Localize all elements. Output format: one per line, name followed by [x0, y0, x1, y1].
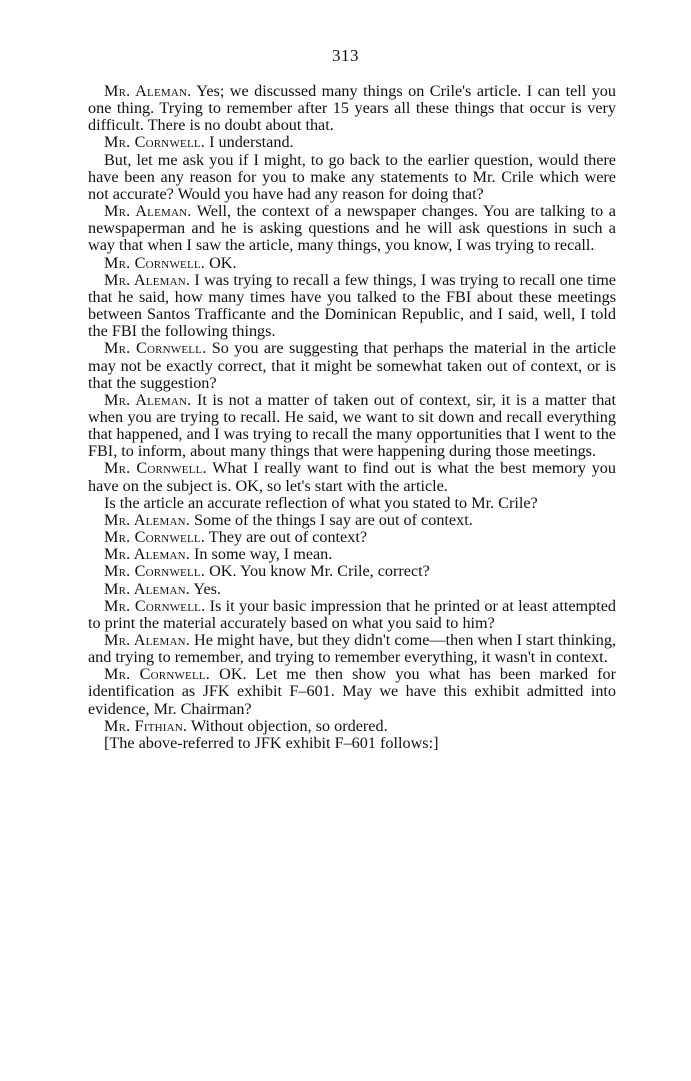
- paragraph-text: [The above-referred to JFK exhibit F–601 follows:]: [104, 733, 439, 752]
- speaker-name: Mr. Aleman.: [104, 510, 190, 529]
- transcript-paragraph: [88, 563, 616, 580]
- paragraph-text: Yes.: [189, 579, 222, 598]
- transcript-paragraph: [88, 529, 616, 546]
- transcript-paragraph: [88, 581, 616, 598]
- page-number: 313: [332, 46, 359, 65]
- speaker-name: Mr. Aleman.: [104, 202, 192, 221]
- transcript-paragraph: [88, 255, 616, 272]
- speaker-name: Mr. Cornwell.: [104, 253, 206, 272]
- paragraph-text: So you are suggesting that perhaps the material in the article may not be exactly correct, that it might be somewhat taken out of context, or is that the suggestion?: [88, 339, 616, 392]
- paragraph-text: He might have, but they didn't come—then when I start thinking, and trying to remember, and trying to remember everything, it wasn't in context.: [88, 631, 616, 667]
- transcript-paragraph: [88, 392, 616, 461]
- speaker-name: Mr. Aleman.: [104, 82, 192, 100]
- paragraph-text: OK. You know Mr. Crile, correct?: [205, 562, 430, 581]
- speaker-name: Mr. Cornwell.: [104, 596, 206, 615]
- speaker-name: Mr. Cornwell.: [104, 339, 207, 358]
- paragraph-text: OK. Let me then show you what has been marked for identification as JFK exhibit F–601. May we have this exhibit admitted into evidence, Mr. Chairman?: [88, 665, 616, 718]
- speaker-name: Mr. Cornwell.: [104, 528, 206, 547]
- transcript-paragraph: [88, 512, 616, 529]
- transcript-paragraph: [88, 718, 616, 735]
- speaker-name: Mr. Cornwell.: [104, 133, 206, 152]
- paragraph-text: They are out of context?: [205, 528, 368, 547]
- speaker-name: Mr. Aleman.: [104, 631, 190, 649]
- speaker-name: Mr. Cornwell.: [104, 459, 207, 478]
- transcript-paragraph: [88, 546, 616, 563]
- paragraph-text: I was trying to recall a few things, I was trying to recall one time that he said, how many times have you talked to the FBI about these meetings between Santos Trafficante and the Dominican Republic, and I said, well, I told the FBI the following things.: [88, 270, 616, 341]
- paragraph-text: Is it your basic impression that he printed or at least attempted to print the material accurately based on what you said to him?: [88, 596, 616, 632]
- transcript-paragraph: [88, 460, 616, 494]
- paragraph-text: I understand.: [205, 133, 294, 152]
- paragraph-text: What I really want to find out is what the best memory you have on the subject is. OK, so let's start with the article.: [88, 459, 616, 495]
- transcript-paragraph: [88, 272, 616, 341]
- paragraph-text: Without objection, so ordered.: [187, 716, 388, 735]
- speaker-name: Mr. Aleman.: [104, 545, 190, 564]
- transcript-paragraph: [88, 735, 616, 752]
- transcript-paragraph: [88, 632, 616, 666]
- transcript-paragraph: [88, 134, 616, 151]
- paragraph-text: But, let me ask you if I might, to go back to the earlier question, would there have been any reason for you to make any statements to Mr. Crile which were not accurate? Would you have had any reason for doing that?: [88, 150, 616, 203]
- transcript-paragraph: [88, 203, 616, 254]
- paragraph-text: Well, the context of a newspaper changes. You are talking to a newspaperman and he is asking questions and he will ask questions in such a way that when I saw the article, many things, you know, I was trying to recall.: [88, 202, 616, 255]
- paragraph-text: In some way, I mean.: [189, 545, 333, 564]
- transcript-paragraph: [88, 495, 616, 512]
- speaker-name: Mr. Aleman.: [104, 390, 192, 409]
- transcript-paragraph: [88, 152, 616, 203]
- transcript-paragraph: [88, 666, 616, 717]
- speaker-name: Mr. Cornwell.: [104, 562, 206, 581]
- transcript-body: [88, 83, 616, 752]
- speaker-name: Mr. Aleman.: [104, 579, 190, 598]
- transcript-paragraph: [88, 340, 616, 391]
- speaker-name: Mr. Fithian.: [104, 716, 188, 735]
- transcript-paragraph: [88, 83, 616, 134]
- transcript-paragraph: [88, 598, 616, 632]
- paragraph-text: OK.: [205, 253, 237, 272]
- paragraph-text: Is the article an accurate reflection of what you stated to Mr. Crile?: [104, 493, 538, 512]
- paragraph-text: Some of the things I say are out of context.: [189, 510, 473, 529]
- speaker-name: Mr. Aleman.: [104, 270, 191, 289]
- paragraph-text: Yes; we discussed many things on Crile's article. I can tell you one thing. Trying to remember after 15 years all these things that occur is very difficult. There is no doubt about that.: [88, 82, 616, 135]
- speaker-name: Mr. Cornwell.: [104, 665, 211, 684]
- paragraph-text: It is not a matter of taken out of context, sir, it is a matter that when you are trying to recall. He said, we want to sit down and recall everything that happened, and I was trying to recall the many opportunities that I went to the FBI, to inform, about many things that were happening during those meetings.: [88, 390, 616, 461]
